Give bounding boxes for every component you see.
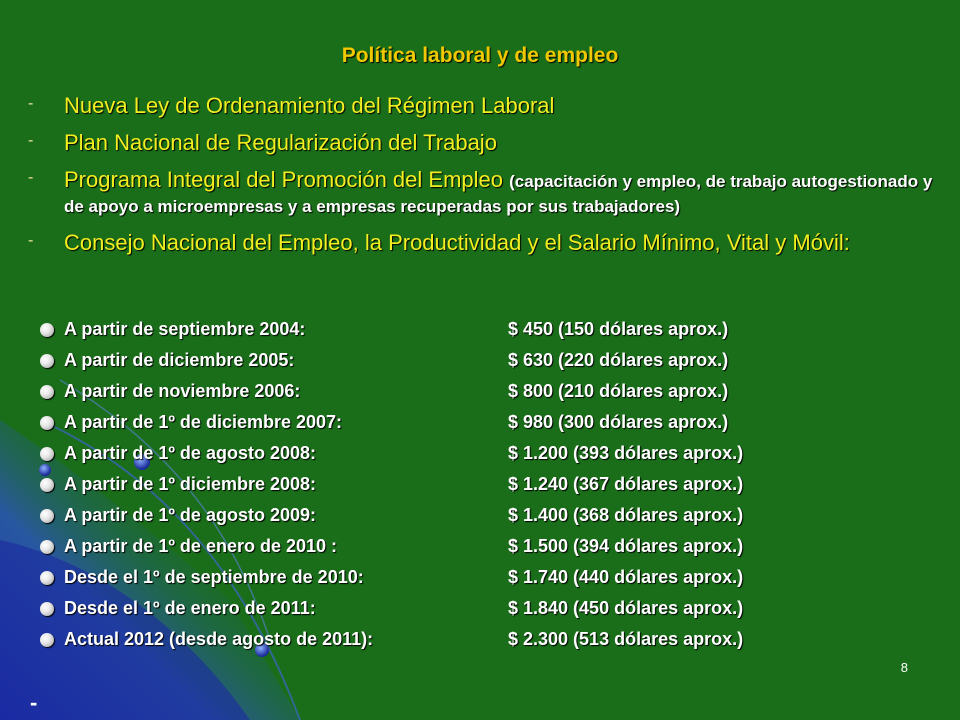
wage-amount: $ 630 (220 dólares aprox.) — [508, 350, 729, 370]
policy-point — [28, 129, 938, 156]
wage-period: A partir de 1º diciembre 2008: — [64, 474, 317, 494]
bullet-dot-icon — [40, 323, 54, 337]
policy-point-detail: (capacitación y empleo, de trabajo autogestionado y de apoyo a microempresas y a empresas recuperadas por sus trabajadores) — [64, 172, 933, 216]
wage-row — [40, 314, 920, 345]
wage-amount: $ 1.500 (394 dólares aprox.) — [508, 536, 744, 556]
dash-marker: - — [28, 132, 34, 149]
dash-marker: - — [28, 232, 34, 249]
bullet-dot-icon — [40, 602, 54, 616]
wage-period: A partir de 1º de agosto 2009: — [64, 505, 316, 525]
policy-point — [28, 229, 938, 256]
dash-marker: - — [28, 95, 34, 112]
policy-points-list — [28, 92, 938, 266]
bullet-dot-icon — [40, 478, 54, 492]
policy-point-text: Consejo Nacional del Empleo, la Productividad y el Salario Mínimo, Vital y Móvil: — [64, 230, 850, 255]
wage-amount: $ 1.400 (368 dólares aprox.) — [508, 505, 744, 525]
wage-amount: $ 800 (210 dólares aprox.) — [508, 381, 729, 401]
policy-point — [28, 166, 938, 219]
policy-point-text: Programa Integral del Promoción del Empleo — [64, 167, 510, 192]
wage-period: A partir de 1º de enero de 2010 : — [64, 536, 338, 556]
wage-period: A partir de septiembre 2004: — [64, 319, 306, 339]
wage-amount: $ 1.200 (393 dólares aprox.) — [508, 443, 744, 463]
wage-amount: $ 2.300 (513 dólares aprox.) — [508, 629, 744, 649]
wage-amount: $ 450 (150 dólares aprox.) — [508, 319, 729, 339]
bullet-dot-icon — [40, 385, 54, 399]
policy-point-text: Nueva Ley de Ordenamiento del Régimen Laboral — [64, 93, 555, 118]
bullet-dot-icon — [40, 571, 54, 585]
wage-row — [40, 469, 920, 500]
minimum-wage-list — [40, 314, 920, 655]
wage-row — [40, 407, 920, 438]
wage-row — [40, 593, 920, 624]
wage-amount: $ 1.740 (440 dólares aprox.) — [508, 567, 744, 587]
wage-period: Actual 2012 (desde agosto de 2011): — [64, 629, 374, 649]
wage-period: A partir de noviembre 2006: — [64, 381, 301, 401]
wage-amount: $ 1.240 (367 dólares aprox.) — [508, 474, 744, 494]
slide-title: Política laboral y de empleo — [341, 44, 619, 67]
wage-row — [40, 438, 920, 469]
bullet-dot-icon — [40, 354, 54, 368]
wage-amount: $ 1.840 (450 dólares aprox.) — [508, 598, 744, 618]
wage-period: A partir de diciembre 2005: — [64, 350, 295, 370]
wage-row — [40, 562, 920, 593]
wage-period: A partir de 1º de diciembre 2007: — [64, 412, 343, 432]
wage-row — [40, 531, 920, 562]
bullet-dot-icon — [40, 633, 54, 647]
wage-amount: $ 980 (300 dólares aprox.) — [508, 412, 729, 432]
wage-period: Desde el 1º de enero de 2011: — [64, 598, 316, 618]
page-number: 8 — [900, 660, 908, 675]
wage-period: A partir de 1º de agosto 2008: — [64, 443, 316, 463]
bullet-dot-icon — [40, 509, 54, 523]
policy-point-text: Plan Nacional de Regularización del Trabajo — [64, 130, 497, 155]
wage-row — [40, 500, 920, 531]
bullet-dot-icon — [40, 540, 54, 554]
dash-marker: - — [28, 169, 34, 186]
policy-point — [28, 92, 938, 119]
bullet-dot-icon — [40, 447, 54, 461]
bullet-dot-icon — [40, 416, 54, 430]
wage-row — [40, 376, 920, 407]
wage-period: Desde el 1º de septiembre de 2010: — [64, 567, 364, 587]
bottom-dash: - — [30, 690, 38, 715]
wage-row — [40, 624, 920, 655]
wage-row — [40, 345, 920, 376]
